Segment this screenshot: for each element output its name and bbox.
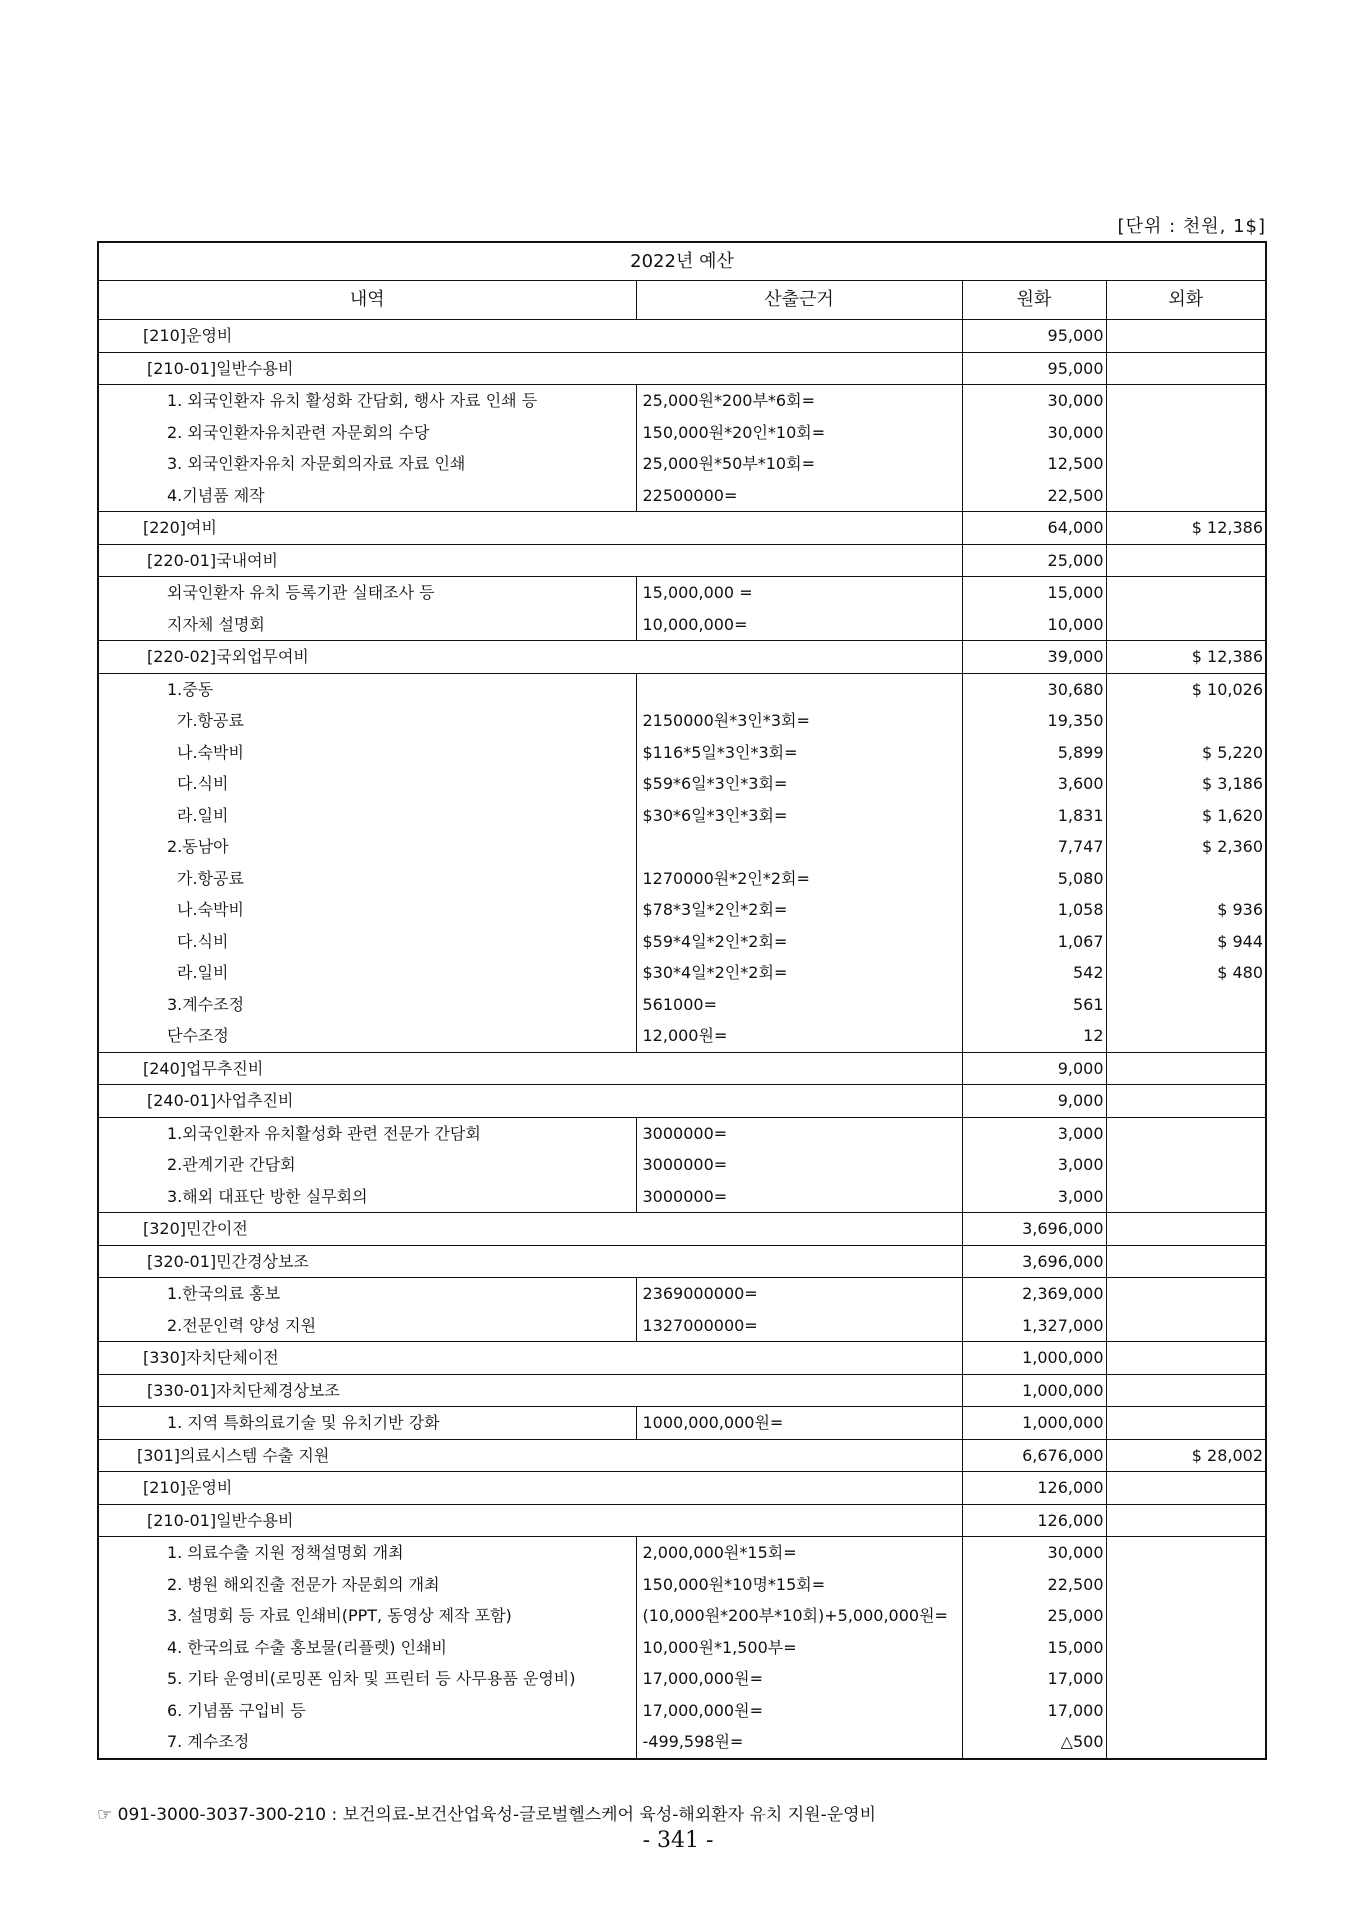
table-row bbox=[98, 1342, 1266, 1375]
table-row bbox=[98, 1374, 1266, 1407]
row-fx bbox=[1106, 1245, 1266, 1278]
row-won: 126,000 bbox=[962, 1504, 1106, 1537]
row-basis: $116*5일*3인*3회= bbox=[636, 737, 962, 769]
row-basis: $30*4일*2인*2회= bbox=[636, 957, 962, 989]
row-won: 25,000 bbox=[962, 544, 1106, 577]
row-fx bbox=[1106, 1117, 1266, 1149]
row-desc: [210]운영비 bbox=[98, 1472, 962, 1505]
row-desc: [240-01]사업추진비 bbox=[98, 1085, 962, 1118]
row-fx bbox=[1106, 448, 1266, 480]
row-desc: [220-01]국내여비 bbox=[98, 544, 962, 577]
table-row bbox=[98, 1245, 1266, 1278]
row-won: 9,000 bbox=[962, 1085, 1106, 1118]
table-row bbox=[98, 1085, 1266, 1118]
row-desc: 나.숙박비 bbox=[98, 894, 636, 926]
row-basis: (10,000원*200부*10회)+5,000,000원= bbox=[636, 1600, 962, 1632]
row-basis: 1270000원*2인*2회= bbox=[636, 863, 962, 895]
row-fx bbox=[1106, 1020, 1266, 1052]
row-won: 95,000 bbox=[962, 352, 1106, 385]
row-basis: 561000= bbox=[636, 989, 962, 1021]
row-fx bbox=[1106, 1600, 1266, 1632]
row-fx: $ 944 bbox=[1217, 931, 1264, 951]
table-row bbox=[98, 1439, 1266, 1472]
row-basis: 1327000000= bbox=[636, 1310, 962, 1342]
row-won: △500 bbox=[962, 1726, 1106, 1759]
row-fx bbox=[1106, 1407, 1266, 1440]
row-basis: 3000000= bbox=[636, 1117, 962, 1149]
row-won: 3,696,000 bbox=[962, 1245, 1106, 1278]
row-won: 95,000 bbox=[962, 320, 1106, 353]
row-desc: 외국인환자 유치 등록기관 실태조사 등 bbox=[98, 577, 636, 609]
row-fx: $ 12,386 bbox=[1106, 641, 1266, 674]
row-desc: [320]민간이전 bbox=[98, 1213, 962, 1246]
row-fx bbox=[1106, 544, 1266, 577]
row-won: 1,000,000 bbox=[962, 1407, 1106, 1440]
row-fx bbox=[1106, 1472, 1266, 1505]
row-fx bbox=[1106, 352, 1266, 385]
year-header: 2022년 예산 bbox=[98, 242, 1266, 281]
col-header-won: 원화 bbox=[962, 281, 1106, 320]
row-won: 12,500 bbox=[962, 448, 1106, 480]
table-row bbox=[98, 1117, 1266, 1149]
row-fx bbox=[1106, 1663, 1266, 1695]
row-fx: $ 28,002 bbox=[1106, 1439, 1266, 1472]
row-desc: 가.항공료 bbox=[98, 863, 636, 895]
row-won: 30,000 bbox=[962, 417, 1106, 449]
table-row bbox=[98, 577, 1266, 609]
row-won: 1,000,000 bbox=[962, 1374, 1106, 1407]
row-fx: $ 2,360 bbox=[1201, 837, 1264, 856]
row-fx bbox=[1106, 1695, 1266, 1727]
row-fx: $ 5,220 bbox=[1201, 742, 1264, 762]
table-row bbox=[98, 1407, 1266, 1440]
row-fx bbox=[1106, 577, 1266, 609]
row-desc: 다.식비 bbox=[98, 768, 636, 800]
row-desc: [210-01]일반수용비 bbox=[98, 352, 962, 385]
row-desc: 가.항공료 bbox=[98, 705, 636, 737]
row-desc: 1.외국인환자 유치활성화 관련 전문가 간담회 bbox=[98, 1117, 636, 1149]
row-desc: 4. 한국의료 수출 홍보물(리플렛) 인쇄비 bbox=[98, 1632, 636, 1664]
row-basis: $78*3일*2인*2회= bbox=[636, 894, 962, 926]
row-fx bbox=[1106, 1149, 1266, 1181]
row-won: 64,000 bbox=[962, 512, 1106, 545]
table-row bbox=[98, 1310, 1266, 1342]
row-fx bbox=[1106, 1632, 1266, 1664]
row-fx: $ 3,186 bbox=[1201, 774, 1264, 793]
row-desc: 3.계수조정 bbox=[98, 989, 636, 1021]
table-row bbox=[98, 1181, 1266, 1213]
budget-table bbox=[97, 241, 1267, 1760]
row-won: 22,500 bbox=[962, 480, 1106, 512]
row-won: 542 bbox=[962, 957, 1106, 989]
table-row bbox=[98, 894, 1266, 926]
table-row bbox=[98, 1600, 1266, 1632]
row-basis: 25,000원*50부*10회= bbox=[636, 448, 962, 480]
table-row bbox=[98, 863, 1266, 895]
table-row bbox=[98, 926, 1266, 958]
row-basis: 150,000원*20인*10회= bbox=[636, 417, 962, 449]
row-desc: 3. 외국인환자유치 자문회의자료 자료 인쇄 bbox=[98, 448, 636, 480]
row-fx bbox=[1106, 1726, 1266, 1759]
row-won: 1,831 bbox=[962, 800, 1106, 832]
table-row bbox=[98, 512, 1266, 545]
budget-table-body bbox=[98, 320, 1266, 1759]
row-desc: 6. 기념품 구입비 등 bbox=[98, 1695, 636, 1727]
row-won: 7,747 bbox=[962, 831, 1106, 863]
row-desc: [210-01]일반수용비 bbox=[98, 1504, 962, 1537]
row-fx: $ 480 bbox=[1217, 963, 1264, 982]
table-row bbox=[98, 1213, 1266, 1246]
row-won: 15,000 bbox=[962, 577, 1106, 609]
page-number: - 341 - bbox=[642, 1828, 714, 1853]
table-row bbox=[98, 673, 1266, 705]
row-won: 1,000,000 bbox=[962, 1342, 1106, 1375]
row-won: 2,369,000 bbox=[962, 1278, 1106, 1310]
table-row bbox=[98, 1149, 1266, 1181]
table-row bbox=[98, 1663, 1266, 1695]
table-row bbox=[98, 544, 1266, 577]
row-basis: 2369000000= bbox=[636, 1278, 962, 1310]
table-row bbox=[98, 957, 1266, 989]
table-row bbox=[98, 768, 1266, 800]
row-desc: [220]여비 bbox=[98, 512, 962, 545]
row-won: 17,000 bbox=[962, 1695, 1106, 1727]
row-won: 30,000 bbox=[962, 1537, 1106, 1569]
table-row bbox=[98, 1632, 1266, 1664]
row-fx bbox=[1106, 1310, 1266, 1342]
row-won: 10,000 bbox=[962, 609, 1106, 641]
row-fx bbox=[1106, 480, 1266, 512]
row-won: 1,058 bbox=[962, 894, 1106, 926]
row-won: 39,000 bbox=[962, 641, 1106, 674]
table-row bbox=[98, 1695, 1266, 1727]
row-won: 9,000 bbox=[962, 1052, 1106, 1085]
row-won: 30,000 bbox=[962, 385, 1106, 417]
row-desc: 1. 외국인환자 유치 활성화 간담회, 행사 자료 인쇄 등 bbox=[98, 385, 636, 417]
row-won: 1,327,000 bbox=[962, 1310, 1106, 1342]
row-fx bbox=[1106, 417, 1266, 449]
row-desc: 2. 병원 해외진출 전문가 자문회의 개최 bbox=[98, 1569, 636, 1601]
unit-note: [단위 : 천원, 1$] bbox=[1117, 216, 1266, 237]
row-fx bbox=[1106, 1052, 1266, 1085]
table-row bbox=[98, 1504, 1266, 1537]
row-won: 3,600 bbox=[962, 768, 1106, 800]
row-won: 15,000 bbox=[962, 1632, 1106, 1664]
row-won: 17,000 bbox=[962, 1663, 1106, 1695]
row-fx bbox=[1106, 1569, 1266, 1601]
col-header-basis: 산출근거 bbox=[636, 281, 962, 320]
row-fx bbox=[1106, 1504, 1266, 1537]
row-fx bbox=[1106, 705, 1266, 737]
row-won: 22,500 bbox=[962, 1569, 1106, 1601]
row-desc: 5. 기타 운영비(로밍폰 임차 및 프린터 등 사무용품 운영비) bbox=[98, 1663, 636, 1695]
row-desc: [330-01]자치단체경상보조 bbox=[98, 1374, 962, 1407]
row-won: 561 bbox=[962, 989, 1106, 1021]
row-won: 19,350 bbox=[962, 705, 1106, 737]
row-won: 25,000 bbox=[962, 1600, 1106, 1632]
row-basis: 17,000,000원= bbox=[636, 1663, 962, 1695]
row-desc: 2.관계기관 간담회 bbox=[98, 1149, 636, 1181]
table-row bbox=[98, 1020, 1266, 1052]
row-basis: 25,000원*200부*6회= bbox=[636, 385, 962, 417]
row-basis: 17,000,000원= bbox=[636, 1695, 962, 1727]
row-fx: $ 936 bbox=[1217, 900, 1264, 919]
row-won: 126,000 bbox=[962, 1472, 1106, 1505]
row-basis: $59*4일*2인*2회= bbox=[636, 926, 962, 958]
row-fx bbox=[1106, 1537, 1266, 1569]
row-fx bbox=[1106, 385, 1266, 417]
table-row bbox=[98, 1569, 1266, 1601]
row-desc: 1. 지역 특화의료기술 및 유치기반 강화 bbox=[98, 1407, 636, 1440]
row-fx bbox=[1106, 320, 1266, 353]
row-won: 3,000 bbox=[962, 1117, 1106, 1149]
budget-table-wrapper bbox=[97, 241, 1265, 1760]
row-basis: 150,000원*10명*15회= bbox=[636, 1569, 962, 1601]
row-fx: $ 12,386 bbox=[1106, 512, 1266, 545]
row-desc: 4.기념품 제작 bbox=[98, 480, 636, 512]
row-basis: 3000000= bbox=[636, 1149, 962, 1181]
row-basis bbox=[636, 831, 962, 863]
table-row bbox=[98, 609, 1266, 641]
row-desc: [330]자치단체이전 bbox=[98, 1342, 962, 1375]
row-won: 3,000 bbox=[962, 1149, 1106, 1181]
row-basis: -499,598원= bbox=[636, 1726, 962, 1759]
row-desc: 2.동남아 bbox=[98, 831, 636, 863]
footnote: ☞ 091-3000-3037-300-210 : 보건의료-보건산업육성-글로벌헬스케어 육성-해외환자 유치 지원-운영비 bbox=[97, 1805, 876, 1825]
table-row bbox=[98, 641, 1266, 674]
row-desc: 지자체 설명회 bbox=[98, 609, 636, 641]
row-fx bbox=[1106, 1181, 1266, 1213]
row-basis: 2150000원*3인*3회= bbox=[636, 705, 962, 737]
row-desc: 1.중동 bbox=[98, 673, 636, 705]
row-won: 5,899 bbox=[962, 737, 1106, 769]
row-desc: 1. 의료수출 지원 정책설명회 개최 bbox=[98, 1537, 636, 1569]
row-won: 6,676,000 bbox=[962, 1439, 1106, 1472]
table-row bbox=[98, 1537, 1266, 1569]
row-desc: [301]의료시스템 수출 지원 bbox=[98, 1439, 962, 1472]
row-fx bbox=[1106, 1342, 1266, 1375]
table-row bbox=[98, 1052, 1266, 1085]
row-desc: 1.한국의료 홍보 bbox=[98, 1278, 636, 1310]
row-basis: 22500000= bbox=[636, 480, 962, 512]
table-row bbox=[98, 320, 1266, 353]
row-won: 3,696,000 bbox=[962, 1213, 1106, 1246]
row-desc: [210]운영비 bbox=[98, 320, 962, 353]
row-desc: 7. 계수조정 bbox=[98, 1726, 636, 1759]
row-desc: 나.숙박비 bbox=[98, 737, 636, 769]
col-header-desc: 내역 bbox=[98, 281, 636, 320]
row-basis: 3000000= bbox=[636, 1181, 962, 1213]
row-fx: $ 10,026 bbox=[1191, 679, 1264, 699]
row-basis: 12,000원= bbox=[636, 1020, 962, 1052]
row-fx bbox=[1106, 609, 1266, 641]
row-won: 5,080 bbox=[962, 863, 1106, 895]
row-desc: 라.일비 bbox=[98, 800, 636, 832]
row-desc: 3.해외 대표단 방한 실무회의 bbox=[98, 1181, 636, 1213]
table-row bbox=[98, 800, 1266, 832]
row-basis: 10,000원*1,500부= bbox=[636, 1632, 962, 1664]
row-fx: $ 1,620 bbox=[1201, 805, 1264, 825]
row-won: 30,680 bbox=[962, 673, 1106, 705]
row-basis: $59*6일*3인*3회= bbox=[636, 768, 962, 800]
row-desc: 라.일비 bbox=[98, 957, 636, 989]
row-basis: $30*6일*3인*3회= bbox=[636, 800, 962, 832]
row-won: 12 bbox=[962, 1020, 1106, 1052]
table-row bbox=[98, 1726, 1266, 1759]
row-desc: 2. 외국인환자유치관련 자문회의 수당 bbox=[98, 417, 636, 449]
row-desc: [320-01]민간경상보조 bbox=[98, 1245, 962, 1278]
table-row bbox=[98, 448, 1266, 480]
row-desc: 단수조정 bbox=[98, 1020, 636, 1052]
row-won: 1,067 bbox=[962, 926, 1106, 958]
row-won: 3,000 bbox=[962, 1181, 1106, 1213]
table-row bbox=[98, 831, 1266, 863]
row-fx bbox=[1106, 1213, 1266, 1246]
table-row bbox=[98, 705, 1266, 737]
row-basis: 1000,000,000원= bbox=[636, 1407, 962, 1440]
row-fx bbox=[1106, 863, 1266, 895]
row-desc: 2.전문인력 양성 지원 bbox=[98, 1310, 636, 1342]
table-row bbox=[98, 737, 1266, 769]
row-fx bbox=[1106, 1085, 1266, 1118]
row-desc: [240]업무추진비 bbox=[98, 1052, 962, 1085]
row-fx bbox=[1106, 989, 1266, 1021]
table-row bbox=[98, 417, 1266, 449]
table-row bbox=[98, 480, 1266, 512]
row-basis: 10,000,000= bbox=[636, 609, 962, 641]
row-basis bbox=[636, 673, 962, 705]
table-row bbox=[98, 1472, 1266, 1505]
table-row bbox=[98, 989, 1266, 1021]
row-fx bbox=[1106, 1278, 1266, 1310]
row-desc: [220-02]국외업무여비 bbox=[98, 641, 962, 674]
row-desc: 다.식비 bbox=[98, 926, 636, 958]
table-row bbox=[98, 385, 1266, 417]
table-row bbox=[98, 1278, 1266, 1310]
col-header-fx: 외화 bbox=[1106, 281, 1266, 320]
row-fx bbox=[1106, 1374, 1266, 1407]
table-row bbox=[98, 352, 1266, 385]
row-basis: 15,000,000 = bbox=[636, 577, 962, 609]
row-desc: 3. 설명회 등 자료 인쇄비(PPT, 동영상 제작 포함) bbox=[98, 1600, 636, 1632]
row-basis: 2,000,000원*15회= bbox=[636, 1537, 962, 1569]
